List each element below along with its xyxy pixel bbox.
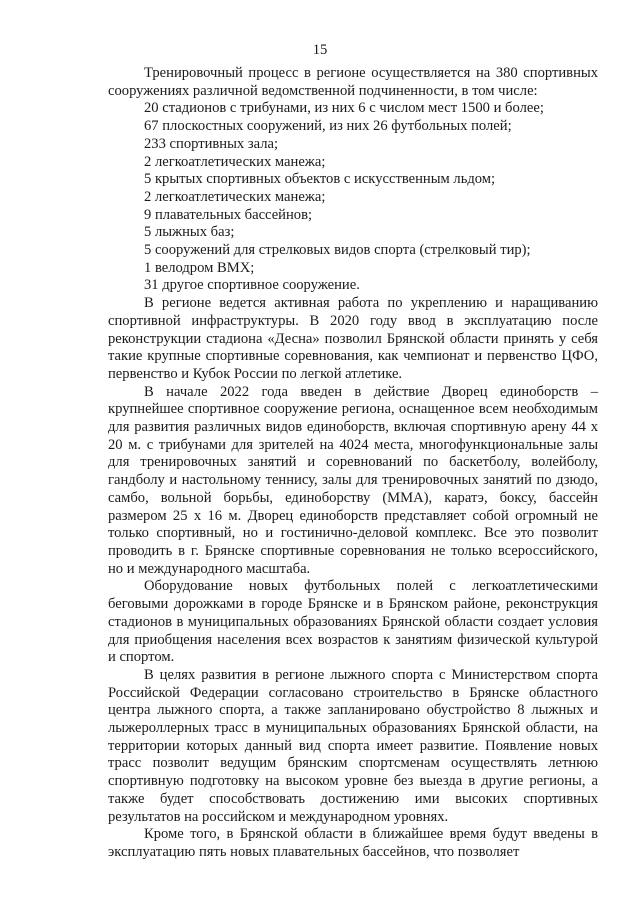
list-item: 1 велодром BMX;	[144, 259, 255, 276]
paragraph-infrastructure: В регионе ведется активная работа по укреплению и наращиванию спортивной инфраструктуры. В 2020 году ввод в эксплуатацию после реконструкции стадиона «Десна» позволил Брянской области принять у себя такие крупные спортивные соревнования, как чемпионат и первенство ЦФО, первенство и Кубок России по легкой атлетике.	[108, 295, 598, 382]
list-item: 5 крытых спортивных объектов с искусственным льдом;	[144, 171, 496, 188]
paragraph-swimming-pools: Кроме того, в Брянской области в ближайшее время будут введены в эксплуатацию пять новых плавательных бассейнов, что позволяет	[108, 826, 598, 860]
page-number: 15	[312, 42, 328, 58]
intro-paragraph: Тренировочный процесс в регионе осуществляется на 380 спортивных сооружениях различной ведомственной подчиненности, в том числе:	[108, 65, 598, 99]
list-item: 5 сооружений для стрелковых видов спорта (стрелковый тир);	[144, 242, 531, 259]
paragraph-football-fields: Оборудование новых футбольных полей с легкоатлетическими беговыми дорожками в городе Брянске и в Брянском районе, реконструкция стадионов в муниципальных образованиях Брянской области создает условия для приобщения населения всех возрастов к занятиям физической культурой и спортом.	[108, 578, 598, 666]
list-item: 233 спортивных зала;	[144, 135, 279, 152]
list-item: 2 легкоатлетических манежа;	[144, 188, 326, 205]
paragraph-ski-sport: В целях развития в регионе лыжного спорта с Министерством спорта Российской Федерации согласовано строительство в Брянске областного центра лыжного спорта, а также запланировано обустройство 8 лыжных и лыжероллерных трасс в муниципальных образованиях Брянской области, на территории которых данный вид спорта имеет развитие. Появление новых трасс позволит ведущим брянским спортсменам осуществлять летнюю спортивную подготовку на высоком уровне без выезда в другие регионы, а также будет способствовать достижению ими высоких спортивных результатов на российском и международном уровнях.	[108, 666, 598, 825]
paragraph-martial-arts-palace: В начале 2022 года введен в действие Дворец единоборств – крупнейшее спортивное сооружение региона, оснащенное всем необходимым для развития различных видов единоборств, включая спортивную арену 44 х 20 м. с трибунами для зрителей на 4024 места, многофункциональные залы для тренировочных занятий и соревнований по баскетболу, волейболу, гандболу и настольному теннису, залы для тренировочных занятий по дзюдо, самбо, вольной борьбы, единоборству (ММА), каратэ, боксу, бассейн размером 25 х 16 м. Дворец единоборств представляет собой огромный не только спортивный, но и гостинично-деловой комплекс. Все это позволит проводить в г. Брянске спортивные соревнования не только всероссийского, но и международного масштаба.	[108, 383, 598, 577]
list-item: 9 плавательных бассейнов;	[144, 206, 313, 223]
list-item: 2 легкоатлетических манежа;	[144, 153, 326, 170]
list-item: 5 лыжных баз;	[144, 224, 235, 241]
facilities-list	[108, 100, 598, 295]
list-item: 67 плоскостных сооружений, из них 26 футбольных полей;	[144, 118, 512, 135]
document-body	[108, 65, 598, 862]
list-item: 20 стадионов с трибунами, из них 6 с числом мест 1500 и более;	[144, 100, 544, 117]
list-item: 31 другое спортивное сооружение.	[144, 277, 360, 294]
